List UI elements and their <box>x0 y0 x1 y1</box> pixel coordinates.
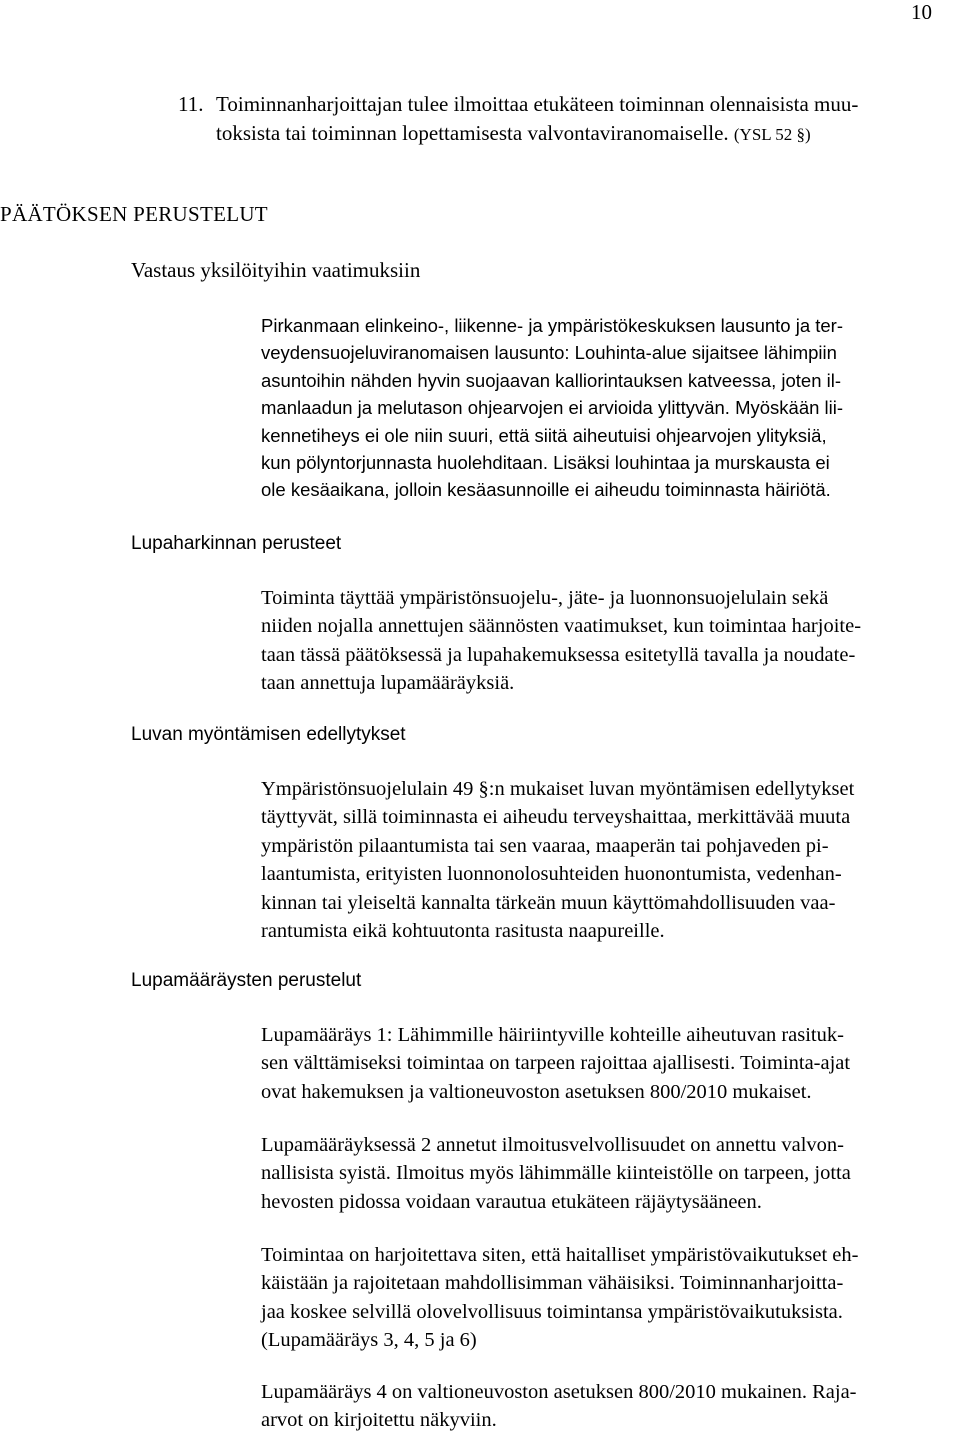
text-line: taan tässä päätöksessä ja lupahakemuksessa esitetyllä tavalla ja noudate- <box>261 643 856 666</box>
text-line: asuntoihin nähden hyvin suojaavan kalliorintauksen katveessa, joten il- <box>261 369 842 391</box>
numbered-item-11 <box>178 90 938 149</box>
text-line: arvot on kirjoitettu näkyviin. <box>261 1409 497 1432</box>
subheading-lupamaaraysten-perustelut: Lupamääräysten perustelut <box>131 970 362 991</box>
item-11-line-1 <box>178 90 938 119</box>
item-11-text-1: Toiminnanharjoittajan tulee ilmoittaa etukäteen toiminnan olennaisista muu- <box>216 92 859 116</box>
paragraph-vastaus <box>261 312 951 504</box>
law-reference: (YSL 52 §) <box>733 125 811 144</box>
text-line: (Lupamääräys 3, 4, 5 ja 6) <box>261 1329 477 1352</box>
paragraph-lupamaarays-2 <box>261 1131 960 1216</box>
text-line: Lupamääräys 1: Lähimmille häiriintyville kohteille aiheutuvan rasituk- <box>261 1024 844 1046</box>
subheading-lupaharkinnan-perusteet: Lupaharkinnan perusteet <box>131 533 342 554</box>
text-line: manlaadun ja melutason ohjearvojen ei arvioida ylittyvän. Myöskään lii- <box>261 397 844 419</box>
text-line: Lupamääräys 4 on valtioneuvoston asetuksen 800/2010 mukainen. Raja- <box>261 1381 857 1403</box>
item-11-text-2: toksista tai toiminnan lopettamisesta valvontaviranomaiselle. <box>216 121 729 145</box>
text-line: kinnan tai yleiseltä kannalta tärkeän muun käyttömahdollisuuden vaa- <box>261 891 836 914</box>
text-line: jaa koskee selvillä olovelvollisuus toimintansa ympäristövaikutuksista. <box>261 1300 843 1323</box>
text-line: Ympäristönsuojelulain 49 §:n mukaiset luvan myöntämisen edellytykset <box>261 778 855 800</box>
paragraph-luvan-myontamisen <box>261 775 960 945</box>
paragraph-lupamaarays-1 <box>261 1021 960 1106</box>
text-line: taan annettuja lupamääräyksiä. <box>261 672 515 695</box>
text-line: kun pölyntorjunnasta huolehditaan. Lisäksi louhintaa ja murskausta ei <box>261 452 830 474</box>
text-line: Toimintaa on harjoitettava siten, että haitalliset ympäristövaikutukset eh- <box>261 1244 859 1266</box>
text-line: täyttyvät, sillä toiminnasta ei aiheudu terveyshaittaa, merkittävää muuta <box>261 806 851 829</box>
paragraph-lupaharkinnan <box>261 584 960 698</box>
text-line: ovat hakemuksen ja valtioneuvoston asetuksen 800/2010 mukaiset. <box>261 1080 812 1103</box>
text-line: Pirkanmaan elinkeino-, liikenne- ja ympäristökeskuksen lausunto ja ter- <box>261 315 844 336</box>
subheading-vastaus: Vastaus yksilöityihin vaatimuksiin <box>131 258 421 282</box>
subheading-luvan-myontamisen-edellytykset: Luvan myöntämisen edellytykset <box>131 724 406 745</box>
text-line: veydensuojeluviranomaisen lausunto: Louhinta-alue sijaitsee lähimpiin <box>261 342 837 364</box>
paragraph-lupamaarays-3-6 <box>261 1241 960 1355</box>
page-number: 10 <box>911 0 932 24</box>
text-line: hevosten pidossa voidaan varautua etukäteen räjäytysääneen. <box>261 1190 762 1213</box>
paragraph-lupamaarays-4 <box>261 1378 960 1435</box>
item-11-line-2 <box>178 119 938 149</box>
text-line: laantumista, erityisten luonnonolosuhteiden huonontumista, vedenhan- <box>261 863 842 886</box>
text-line: ole kesäaikana, jolloin kesäasunnoille ei aiheudu toiminnasta häiriötä. <box>261 479 831 501</box>
text-line: nallisista syistä. Ilmoitus myös lähimmälle kiinteistölle on tarpeen, jotta <box>261 1162 851 1185</box>
text-line: ympäristön pilaantumista tai sen vaaraa, maaperän tai pohjaveden pi- <box>261 834 829 857</box>
text-line: kennetiheys ei ole niin suuri, että siitä aiheutuisi ohjearvojen ylityksiä, <box>261 424 827 446</box>
text-line: niiden nojalla annettujen säännösten vaatimukset, kun toimintaa harjoite- <box>261 615 862 638</box>
text-line: rantumista eikä kohtuutonta rasitusta naapureille. <box>261 920 665 943</box>
text-line: käistään ja rajoitetaan mahdollisimman vähäisiksi. Toiminnanharjoitta- <box>261 1272 844 1295</box>
text-line: sen välttämiseksi toimintaa on tarpeen rajoittaa ajallisesti. Toiminta-ajat <box>261 1052 851 1075</box>
text-line: Lupamääräyksessä 2 annetut ilmoitusvelvollisuudet on annettu valvon- <box>261 1134 844 1156</box>
section-heading-paatoksen-perustelut: PÄÄTÖKSEN PERUSTELUT <box>0 202 268 226</box>
item-number: 11. <box>178 92 204 116</box>
text-line: Toiminta täyttää ympäristönsuojelu-, jäte- ja luonnonsuojelulain sekä <box>261 587 829 609</box>
